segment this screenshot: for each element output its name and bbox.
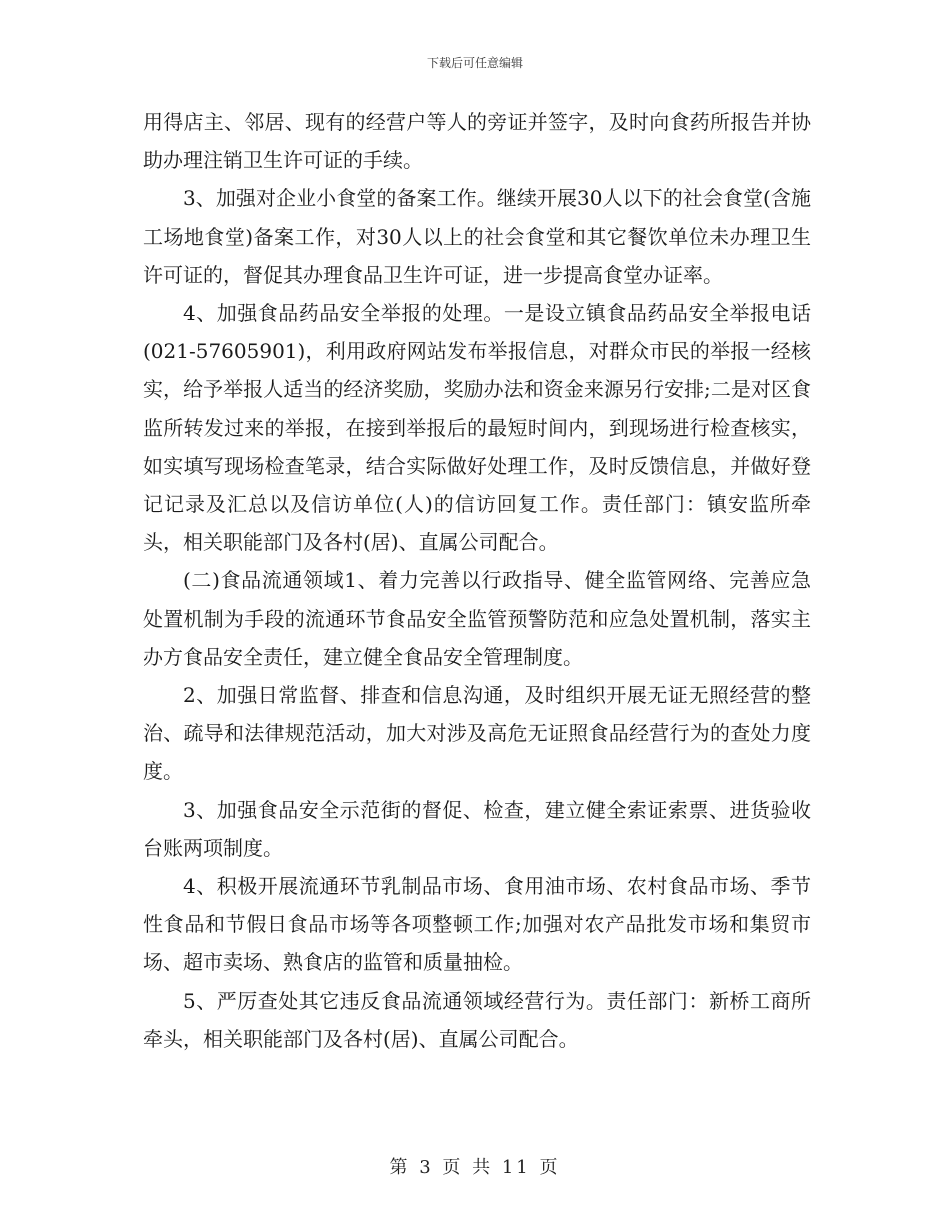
page-header: 下载后可任意编辑 [426, 56, 523, 70]
paragraph-8: 5、严厉查处其它违反食品流通领域经营行为。责任部门：新桥工商所牵头，相关职能部门及各村(居)、直属公司配合。 [143, 988, 811, 1051]
paragraph-6: 3、加强食品安全示范街的督促、检查，建立健全索证索票、进货验收台账两项制度。 [143, 797, 811, 860]
paragraph-4: (二)食品流通领域1、着力完善以行政指导、健全监管网络、完善应急处置机制为手段的流通环节食品安全监管预警防范和应急处置机制，落实主办方食品安全责任，建立健全食品安全管理制度。 [143, 568, 811, 669]
page-number: 第 3 页 共 11 页 [389, 1157, 561, 1178]
paragraph-7: 4、积极开展流通环节乳制品市场、食用油市场、农村食品市场、季节性食品和节假日食品市场等各项整顿工作;加强对农产品批发市场和集贸市场、超市卖场、熟食店的监管和质量抽检。 [143, 874, 811, 975]
document-body [143, 103, 811, 1058]
paragraph-3: 4、加强食品药品安全举报的处理。一是设立镇食品药品安全举报电话(021-57605901)，利用政府网站发布举报信息，对群众市民的举报一经核实，给予举报人适当的经济奖励，奖励办法和资金来源另行安排;二是对区食监所转发过来的举报，在接到举报后的最短时间内，到现场进行检查核实，如实填写现场检查笔录，结合实际做好处理工作，及时反馈信息，并做好登记记录及汇总以及信访单位(人)的信访回复工作。责任部门：镇安监所牵头，相关职能部门及各村(居)、直属公司配合。 [143, 301, 811, 555]
paragraph-2: 3、加强对企业小食堂的备案工作。继续开展30人以下的社会食堂(含施工场地食堂)备案工作，对30人以上的社会食堂和其它餐饮单位未办理卫生许可证的，督促其办理食品卫生许可证，进一步提高食堂办证率。 [143, 186, 811, 287]
paragraph-5: 2、加强日常监督、排查和信息沟通，及时组织开展无证无照经营的整治、疏导和法律规范活动，加大对涉及高危无证照食品经营行为的查处力度度。 [143, 683, 811, 784]
paragraph-1: 用得店主、邻居、现有的经营户等人的旁证并签字，及时向食药所报告并协助办理注销卫生许可证的手续。 [143, 110, 811, 173]
